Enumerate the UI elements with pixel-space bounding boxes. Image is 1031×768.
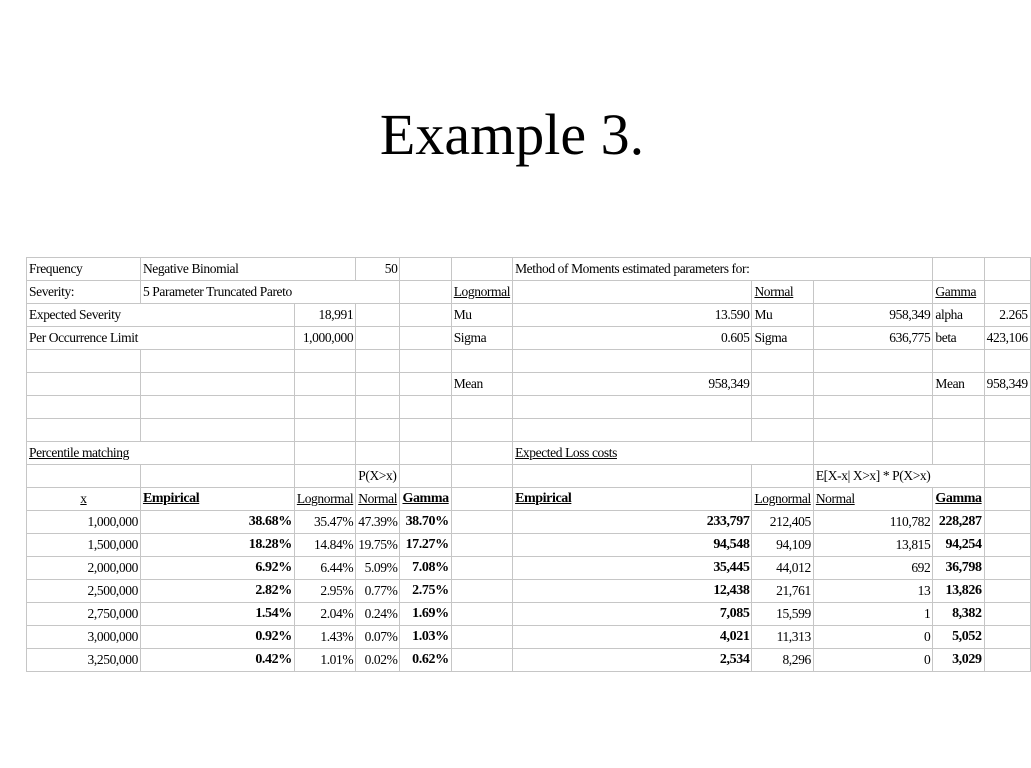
spacer	[984, 511, 1030, 534]
spacer	[451, 534, 512, 557]
row-column-headers	[27, 488, 1031, 511]
gamma-pct: 1.69%	[400, 603, 451, 626]
normal-loss: 1	[813, 603, 933, 626]
normal-loss: 0	[813, 649, 933, 672]
lognormal-loss: 11,313	[752, 626, 813, 649]
gamma-mean-value: 958,349	[984, 373, 1030, 396]
empirical-pct: 6.92%	[140, 557, 294, 580]
loss-header-empirical: Empirical	[513, 488, 752, 511]
lognormal-loss: 212,405	[752, 511, 813, 534]
spacer	[984, 603, 1030, 626]
normal-loss: 692	[813, 557, 933, 580]
empirical-pct: 0.42%	[140, 649, 294, 672]
spacer	[984, 626, 1030, 649]
slide-title: Example 3.	[379, 102, 645, 167]
expected-severity-label: Expected Severity	[27, 304, 141, 327]
lognormal-pct: 6.44%	[294, 557, 355, 580]
normal-loss: 0	[813, 626, 933, 649]
x-value: 2,000,000	[27, 557, 141, 580]
lognormal-pct: 14.84%	[294, 534, 355, 557]
row-empty	[27, 396, 1031, 419]
empirical-loss: 94,548	[513, 534, 752, 557]
expected-loss-costs-title: Expected Loss costs	[513, 442, 752, 465]
data-rows	[27, 511, 1031, 672]
percentile-subheader: P(X>x)	[356, 465, 400, 488]
gamma-pct: 38.70%	[400, 511, 451, 534]
col-header-x: x	[27, 488, 141, 511]
lognormal-mean-value: 958,349	[513, 373, 752, 396]
normal-pct: 0.77%	[356, 580, 400, 603]
gamma-pct: 17.27%	[400, 534, 451, 557]
gamma-loss: 8,382	[933, 603, 984, 626]
row-severity	[27, 281, 1031, 304]
table-row	[27, 511, 1031, 534]
lognormal-sigma-label: Sigma	[451, 327, 512, 350]
spreadsheet-table	[26, 257, 1031, 672]
mom-gamma-title: Gamma	[933, 281, 984, 304]
normal-pct: 0.24%	[356, 603, 400, 626]
gamma-loss: 13,826	[933, 580, 984, 603]
spacer	[984, 649, 1030, 672]
lognormal-loss: 15,599	[752, 603, 813, 626]
empirical-loss: 233,797	[513, 511, 752, 534]
per-occurrence-limit-value: 1,000,000	[294, 327, 355, 350]
normal-sigma-label: Sigma	[752, 327, 813, 350]
gamma-pct: 7.08%	[400, 557, 451, 580]
lognormal-mu-value: 13.590	[513, 304, 752, 327]
x-value: 2,750,000	[27, 603, 141, 626]
loss-subheader: E[X-x| X>x] * P(X>x)	[813, 465, 933, 488]
gamma-loss: 36,798	[933, 557, 984, 580]
percentile-matching-title: Percentile matching	[27, 442, 141, 465]
empirical-loss: 4,021	[513, 626, 752, 649]
lognormal-loss: 21,761	[752, 580, 813, 603]
empirical-pct: 1.54%	[140, 603, 294, 626]
spacer	[451, 603, 512, 626]
x-value: 1,000,000	[27, 511, 141, 534]
mom-lognormal-title: Lognormal	[451, 281, 512, 304]
normal-pct: 0.02%	[356, 649, 400, 672]
frequency-value: 50	[356, 258, 400, 281]
normal-loss: 13	[813, 580, 933, 603]
lognormal-mean-label: Mean	[451, 373, 512, 396]
normal-sigma-value: 636,775	[813, 327, 933, 350]
table-row	[27, 534, 1031, 557]
mom-header: Method of Moments estimated parameters for:	[513, 258, 752, 281]
normal-mu-label: Mu	[752, 304, 813, 327]
expected-severity-value: 18,991	[294, 304, 355, 327]
lognormal-pct: 2.95%	[294, 580, 355, 603]
mom-normal-title: Normal	[752, 281, 813, 304]
x-value: 3,000,000	[27, 626, 141, 649]
lognormal-loss: 44,012	[752, 557, 813, 580]
x-value: 1,500,000	[27, 534, 141, 557]
lognormal-mu-label: Mu	[451, 304, 512, 327]
col-header-empirical: Empirical	[140, 488, 294, 511]
normal-pct: 19.75%	[356, 534, 400, 557]
spacer	[451, 557, 512, 580]
gamma-pct: 0.62%	[400, 649, 451, 672]
lognormal-loss: 94,109	[752, 534, 813, 557]
row-expected-severity	[27, 304, 1031, 327]
row-per-occurrence-limit	[27, 327, 1031, 350]
per-occurrence-limit-label: Per Occurrence Limit	[27, 327, 141, 350]
lognormal-pct: 35.47%	[294, 511, 355, 534]
table-row	[27, 580, 1031, 603]
lognormal-loss: 8,296	[752, 649, 813, 672]
row-mean	[27, 373, 1031, 396]
gamma-loss: 94,254	[933, 534, 984, 557]
gamma-alpha-label: alpha	[933, 304, 984, 327]
severity-distribution: 5 Parameter Truncated Pareto	[140, 281, 294, 304]
normal-pct: 47.39%	[356, 511, 400, 534]
row-empty	[27, 350, 1031, 373]
empirical-loss: 35,445	[513, 557, 752, 580]
table-row	[27, 649, 1031, 672]
gamma-beta-value: 423,106	[984, 327, 1030, 350]
gamma-beta-label: beta	[933, 327, 984, 350]
gamma-pct: 2.75%	[400, 580, 451, 603]
empirical-pct: 2.82%	[140, 580, 294, 603]
row-frequency	[27, 258, 1031, 281]
col-header-lognormal: Lognormal	[294, 488, 355, 511]
lognormal-pct: 1.01%	[294, 649, 355, 672]
lognormal-sigma-value: 0.605	[513, 327, 752, 350]
spacer	[984, 534, 1030, 557]
spacer	[451, 511, 512, 534]
gamma-loss: 5,052	[933, 626, 984, 649]
spacer	[984, 557, 1030, 580]
loss-header-normal: Normal	[813, 488, 933, 511]
empirical-pct: 38.68%	[140, 511, 294, 534]
table-row	[27, 557, 1031, 580]
row-section-titles	[27, 442, 1031, 465]
normal-mu-value: 958,349	[813, 304, 933, 327]
loss-header-gamma: Gamma	[933, 488, 984, 511]
frequency-label: Frequency	[27, 258, 141, 281]
empirical-pct: 0.92%	[140, 626, 294, 649]
x-value: 3,250,000	[27, 649, 141, 672]
row-empty	[27, 419, 1031, 442]
gamma-mean-label: Mean	[933, 373, 984, 396]
row-subheaders	[27, 465, 1031, 488]
spacer	[451, 626, 512, 649]
normal-loss: 110,782	[813, 511, 933, 534]
lognormal-pct: 2.04%	[294, 603, 355, 626]
gamma-loss: 3,029	[933, 649, 984, 672]
gamma-pct: 1.03%	[400, 626, 451, 649]
col-header-normal: Normal	[356, 488, 400, 511]
spacer	[451, 649, 512, 672]
spacer	[451, 580, 512, 603]
normal-loss: 13,815	[813, 534, 933, 557]
empirical-loss: 2,534	[513, 649, 752, 672]
spacer	[984, 580, 1030, 603]
severity-label: Severity:	[27, 281, 141, 304]
gamma-alpha-value: 2.265	[984, 304, 1030, 327]
frequency-distribution: Negative Binomial	[140, 258, 294, 281]
normal-pct: 5.09%	[356, 557, 400, 580]
gamma-loss: 228,287	[933, 511, 984, 534]
loss-header-lognormal: Lognormal	[752, 488, 813, 511]
empirical-loss: 7,085	[513, 603, 752, 626]
empirical-loss: 12,438	[513, 580, 752, 603]
col-header-gamma: Gamma	[400, 488, 451, 511]
table-row	[27, 626, 1031, 649]
table-row	[27, 603, 1031, 626]
x-value: 2,500,000	[27, 580, 141, 603]
lognormal-pct: 1.43%	[294, 626, 355, 649]
normal-pct: 0.07%	[356, 626, 400, 649]
empirical-pct: 18.28%	[140, 534, 294, 557]
